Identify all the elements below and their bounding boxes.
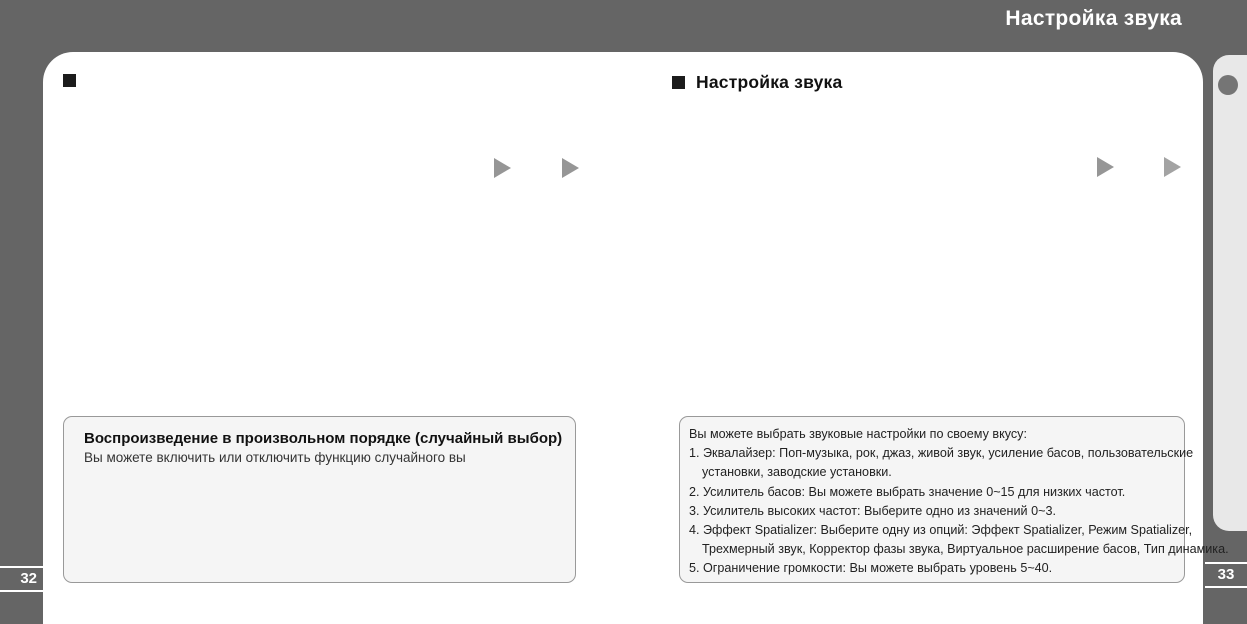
info-box-title: Воспроизведение в произвольном порядке (случайный выбор): [84, 430, 563, 447]
info-line: 3. Усилитель высоких частот: Выберите одно из значений 0~3.: [689, 503, 1056, 518]
right-section-heading-label: Настройка звука: [696, 72, 843, 92]
info-line: 2. Усилитель басов: Вы можете выбрать значение 0~15 для низких частот.: [689, 484, 1126, 499]
info-line: 5. Ограничение громкости: Вы можете выбрать уровень 5~40.: [689, 561, 1053, 576]
binder-dot-icon: [1218, 75, 1238, 95]
binder-strip: [1213, 55, 1247, 531]
play-arrow-icon: [494, 158, 511, 178]
right-section-bullet-icon: [672, 76, 685, 89]
play-arrow-icon: [562, 158, 579, 178]
left-section-bullet-icon: [63, 74, 76, 87]
info-line: Вы можете выбрать звуковые настройки по своему вкусу:: [689, 427, 1027, 441]
right-section-heading: [672, 72, 842, 93]
page-number-right: 33: [1205, 562, 1247, 588]
info-line: Трехмерный звук, Корректор фазы звука, Виртуальное расширение басов, Тип динамика.: [702, 542, 1229, 557]
random-playback-info-box: [63, 416, 576, 583]
info-box-body: Вы можете включить или отключить функцию случайного вы: [84, 450, 466, 465]
page-number-left: 32: [0, 566, 43, 592]
info-line: установки, заводские установки.: [702, 465, 892, 480]
info-line: 1. Эквалайзер: Поп-музыка, рок, джаз, живой звук, усиление басов, пользовательские: [689, 446, 1194, 461]
play-arrow-icon: [1164, 157, 1181, 177]
play-arrow-icon: [1097, 157, 1114, 177]
page-title: Настройка звука: [1005, 7, 1182, 30]
info-line: 4. Эффект Spatializer: Выберите одну из опций: Эффект Spatializer, Режим Spatializer,: [689, 523, 1193, 538]
